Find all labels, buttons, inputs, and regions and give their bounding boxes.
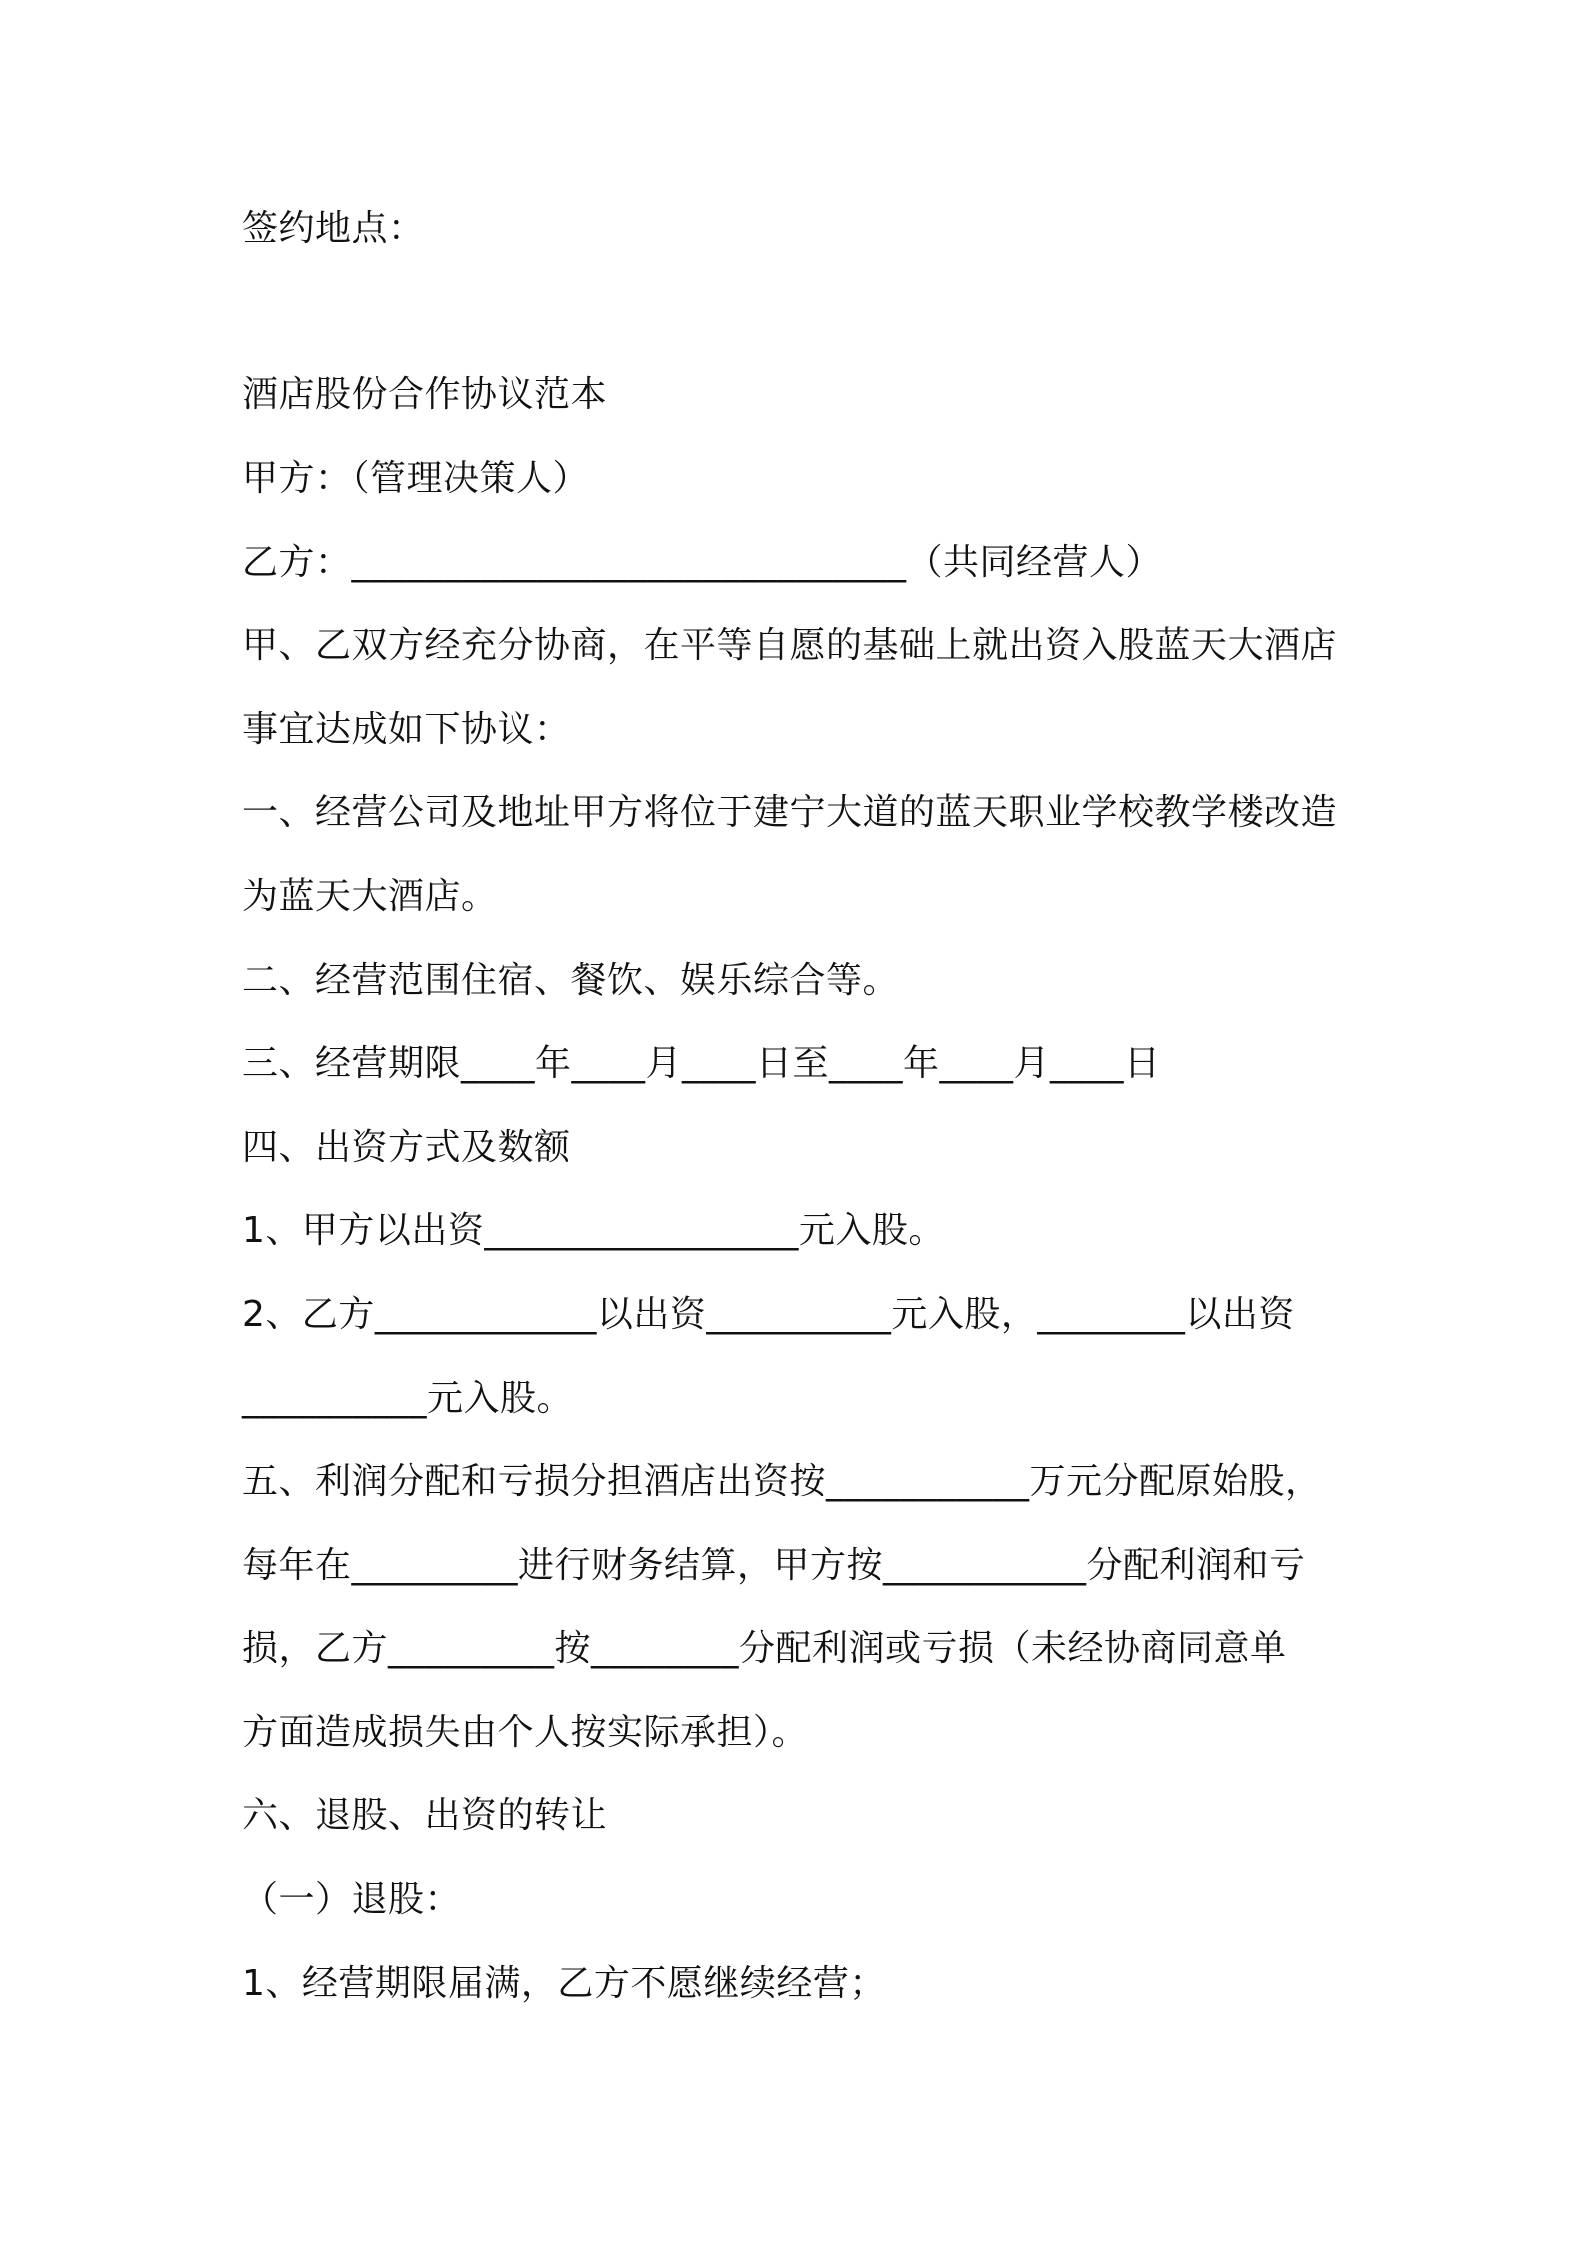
clause-1-line-1: 一、经营公司及地址甲方将位于建宁大道的蓝天职业学校教学楼改造 — [242, 792, 1338, 833]
clause-5-line-2: 每年在_________进行财务结算，甲方按___________分配利润和亏 — [242, 1545, 1306, 1586]
clause-6-heading: 六、退股、出资的转让 — [242, 1795, 608, 1836]
signing-place-label: 签约地点： — [242, 208, 425, 249]
document-title: 酒店股份合作协议范本 — [242, 374, 608, 415]
clause-5-line-3: 损，乙方_________按________分配利润或亏损（未经协商同意单 — [242, 1628, 1287, 1669]
intro-line-1: 甲、乙双方经充分协商，在平等自愿的基础上就出资入股蓝天大酒店 — [242, 625, 1338, 666]
clause-4-item-2-line-1: 2、乙方____________以出资__________元入股，________以出资 — [242, 1294, 1295, 1335]
clause-2: 二、经营范围住宿、餐饮、娱乐综合等。 — [242, 960, 900, 1001]
party-a-line: 甲方：（管理决策人） — [242, 458, 590, 499]
party-b-line: 乙方：______________________________（共同经营人） — [242, 542, 1163, 583]
clause-6-subheading: （一）退股： — [242, 1879, 462, 1920]
clause-4-item-2-line-2: __________元入股。 — [242, 1378, 574, 1419]
clause-5-line-4: 方面造成损失由个人按实际承担）。 — [242, 1712, 809, 1753]
clause-4-heading: 四、出资方式及数额 — [242, 1127, 571, 1168]
intro-line-2: 事宜达成如下协议： — [242, 709, 571, 750]
clause-1-line-2: 为蓝天大酒店。 — [242, 876, 498, 917]
clause-5-line-1: 五、利润分配和亏损分担酒店出资按___________万元分配原始股， — [242, 1461, 1322, 1502]
clause-4-item-1: 1、甲方以出资_________________元入股。 — [242, 1210, 945, 1251]
clause-3: 三、经营期限____年____月____日至____年____月____日 — [242, 1043, 1161, 1084]
clause-6-item-1: 1、经营期限届满，乙方不愿继续经营； — [242, 1963, 886, 2004]
